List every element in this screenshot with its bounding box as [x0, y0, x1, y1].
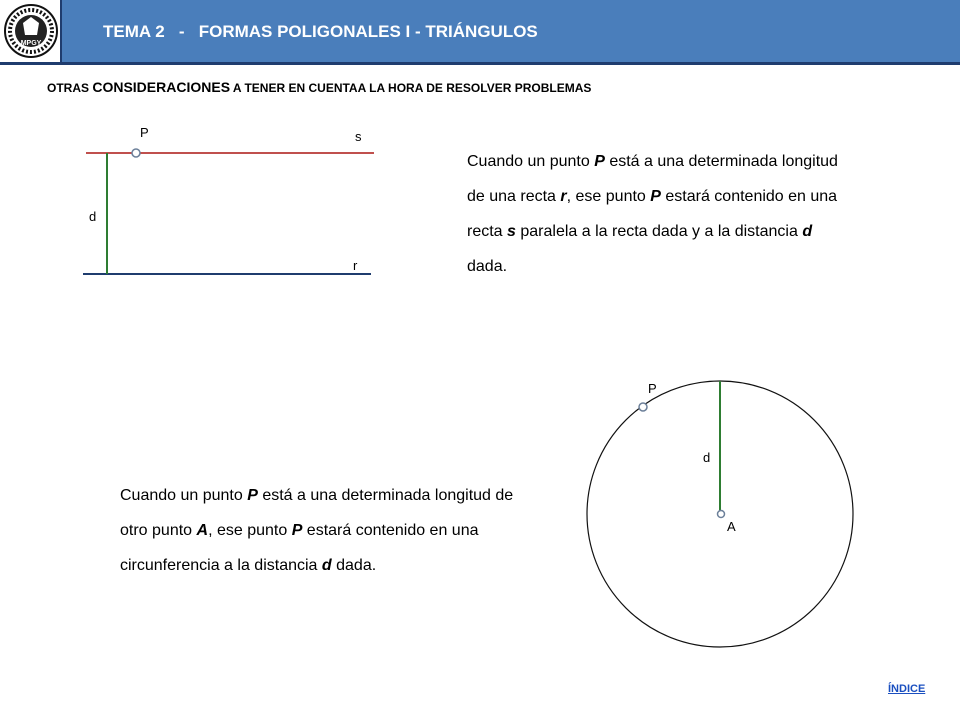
emphasis-p: P	[247, 487, 258, 504]
parallel-lines-figure	[83, 125, 374, 274]
emphasis-r: r	[560, 188, 567, 205]
logo-text: MPGY	[20, 40, 42, 47]
label-a: A	[727, 519, 736, 534]
text-run: Cuando un punto	[120, 487, 248, 504]
explanation-paragraph-line	[467, 144, 847, 284]
text-run: , ese punto	[566, 188, 651, 205]
page-title: TEMA 2 - FORMAS POLIGONALES I - TRIÁNGULOS	[103, 22, 538, 41]
label-p: P	[140, 125, 149, 140]
point-p	[132, 149, 140, 157]
emphasis-d: d	[802, 223, 813, 240]
text-run: dada.	[467, 258, 508, 275]
subtitle-suffix: A TENER EN CUENTAA LA HORA DE RESOLVER PROBLEMAS	[230, 81, 592, 95]
text-run: , ese punto	[208, 522, 292, 539]
emphasis-d: d	[321, 557, 332, 574]
circle-figure	[587, 381, 853, 647]
index-link[interactable]: ÍNDICE	[888, 683, 926, 695]
text-run: estará contenido en una circunferencia a la distancia	[120, 522, 479, 574]
emphasis-p: P	[650, 188, 661, 205]
subtitle-prefix: OTRAS	[47, 81, 93, 95]
text-run: estará contenido en una recta	[467, 188, 838, 240]
label-s: s	[355, 129, 362, 144]
emphasis-s: s	[507, 223, 516, 240]
explanation-paragraph-circle	[120, 478, 520, 583]
text-run: está a una determinada longitud de una recta	[467, 153, 838, 205]
label-r: r	[353, 258, 358, 273]
label-d: d	[89, 209, 97, 224]
subtitle-emphasis: CONSIDERACIONES	[92, 79, 231, 95]
text-run: está a una determinada longitud de otro punto	[120, 487, 514, 539]
label-d: d	[703, 450, 711, 465]
point-p	[639, 403, 647, 411]
emphasis-a: A	[196, 522, 209, 539]
text-run: paralela a la recta dada y a la distancia	[515, 223, 803, 240]
label-p: P	[648, 381, 657, 396]
text-run: dada.	[331, 557, 377, 574]
text-run: Cuando un punto	[467, 153, 595, 170]
point-a	[718, 511, 725, 518]
emphasis-p: P	[594, 153, 605, 170]
emphasis-p: P	[291, 522, 303, 539]
